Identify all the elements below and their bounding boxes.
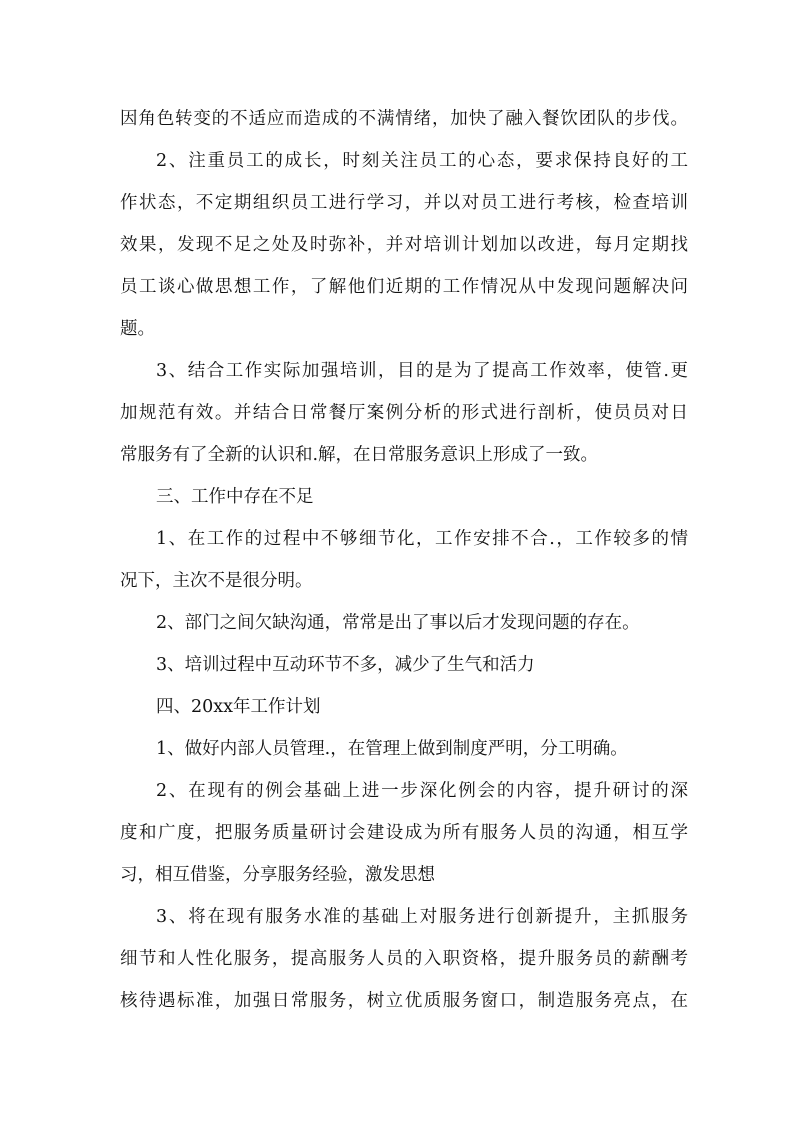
text-line: 员工谈心做思想工作，了解他们近期的工作情况从中发现问题解决问 [120,277,688,297]
section-heading: 三、工作中存在不足 [156,487,314,507]
text-line: 作状态，不定期组织员工进行学习，并以对员工进行考核，检查培训 [120,193,688,213]
text-line: 度和广度，把服务质量研讨会建设成为所有服务人员的沟通，相互学 [120,823,688,843]
text-line: 常服务有了全新的认识和.解，在日常服务意识上形成了一致。 [120,445,599,465]
text-line: 效果，发现不足之处及时弥补，并对培训计划加以改进，每月定期找 [120,235,688,255]
text-line: 2、在现有的例会基础上进一步深化例会的内容，提升研讨的深 [156,781,688,801]
text-line: 况下，主次不是很分明。 [120,571,313,591]
text-line: 习，相互借鉴，分享服务经验，激发思想 [120,865,435,885]
text-line: 2、注重员工的成长，时刻关注员工的心态，要求保持良好的工 [156,151,688,171]
section-heading: 四、20xx年工作计划 [156,697,321,717]
text-line: 1、在工作的过程中不够细节化，工作安排不合.，工作较多的情 [156,529,688,549]
text-line: 题。 [120,319,155,339]
text-line: 因角色转变的不适应而造成的不满情绪，加快了融入餐饮团队的步伐。 [120,109,688,129]
text-line: 3、将在现有服务水准的基础上对服务进行创新提升，主抓服务 [156,907,688,927]
text-line: 细节和人性化服务，提高服务人员的入职资格，提升服务员的薪酬考 [120,949,688,969]
text-line: 3、结合工作实际加强培训，目的是为了提高工作效率，使管.更 [156,361,688,381]
text-line: 3、培训过程中互动环节不多，减少了生气和活力 [156,655,535,675]
text-line: 1、做好内部人员管理.，在管理上做到制度严明，分工明确。 [156,739,628,759]
text-line: 核待遇标准，加强日常服务，树立优质服务窗口，制造服务亮点，在 [120,991,688,1011]
text-line: 加规范有效。并结合日常餐厅案例分析的形式进行剖析，使员员对日 [120,403,688,423]
text-line: 2、部门之间欠缺沟通，常常是出了事以后才发现问题的存在。 [156,613,640,633]
